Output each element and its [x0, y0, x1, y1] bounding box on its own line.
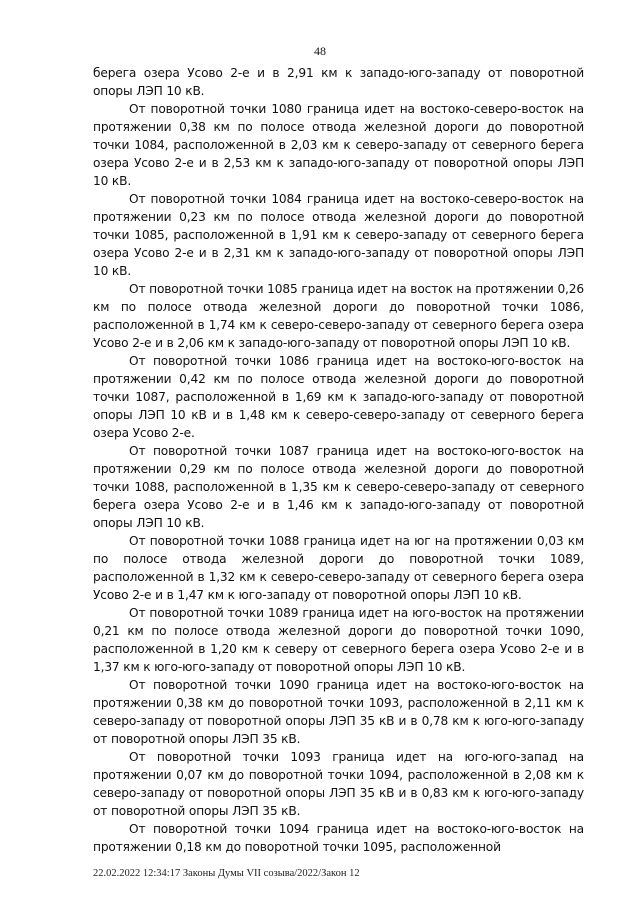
paragraph: От поворотной точки 1085 граница идет на восток на протяжении 0,26 км по полосе отвода железной дороги до поворотной точки 1086, расположенной в 1,74 км к северо-северо-западу от северного берега озера Усово 2-е и в 2,06 км к западо-юго-западу от поворотной опоры ЛЭП 10 кВ. [93, 282, 584, 350]
paragraph: От поворотной точки 1093 граница идет на юго-юго-запад на протяжении 0,07 км до поворотной точки 1094, расположенной в 2,08 км к северо-западу от поворотной опоры ЛЭП 35 кВ и в 0,83 км к юго-юго-западу от поворотной опоры ЛЭП 35 кВ. [93, 750, 584, 818]
paragraph: От поворотной точки 1089 граница идет на юго-восток на протяжении 0,21 км по полосе отвода железной дороги до поворотной точки 1090, расположенной в 1,20 км к северу от северного берега озера Усово 2-е и в 1,37 км к юго-юго-западу от поворотной опоры ЛЭП 10 кВ. [93, 606, 584, 674]
document-footer: 22.02.2022 12:34:17 Законы Думы VII созыва/2022/Закон 12 [93, 868, 360, 879]
paragraph: От поворотной точки 1088 граница идет на юг на протяжении 0,03 км по полосе отвода железной дороги до поворотной точки 1089, расположенной в 1,32 км к северо-северо-западу от северного берега озера Усово 2-е и в 1,47 км к юго-западу от поворотной опоры ЛЭП 10 кВ. [93, 534, 584, 602]
paragraph: берега озера Усово 2-е и в 2,91 км к западо-юго-западу от поворотной опоры ЛЭП 10 кВ. [93, 66, 584, 98]
paragraph: От поворотной точки 1080 граница идет на востоко-северо-восток на протяжении 0,38 км по полосе отвода железной дороги до поворотной точки 1084, расположенной в 2,03 км к северо-западу от северного берега озера Усово 2-е и в 2,53 км к западо-юго-западу от поворотной опоры ЛЭП 10 кВ. [93, 102, 584, 188]
paragraph: От поворотной точки 1086 граница идет на востоко-юго-восток на протяжении 0,42 км по полосе отвода железной дороги до поворотной точки 1087, расположенной в 1,69 км к западо-юго-западу от поворотной опоры ЛЭП 10 кВ и в 1,48 км к северо-северо-западу от северного берега озера Усово 2-е. [93, 354, 584, 440]
page-number: 48 [314, 44, 326, 58]
document-body [93, 64, 584, 856]
paragraph: От поворотной точки 1094 граница идет на востоко-юго-восток на протяжении 0,18 км до поворотной точки 1095, расположенной [93, 822, 584, 854]
paragraph: От поворотной точки 1087 граница идет на востоко-юго-восток на протяжении 0,29 км по полосе отвода железной дороги до поворотной точки 1088, расположенной в 1,35 км к северо-северо-западу от северного берега озера Усово 2-е и в 1,46 км к западо-юго-западу от поворотной опоры ЛЭП 10 кВ. [93, 444, 584, 530]
paragraph: От поворотной точки 1084 граница идет на востоко-северо-восток на протяжении 0,23 км по полосе отвода железной дороги до поворотной точки 1085, расположенной в 1,91 км к северо-западу от северного берега озера Усово 2-е и в 2,31 км к западо-юго-западу от поворотной опоры ЛЭП 10 кВ. [93, 192, 584, 278]
paragraph: От поворотной точки 1090 граница идет на востоко-юго-восток на протяжении 0,38 км до поворотной точки 1093, расположенной в 2,11 км к северо-западу от поворотной опоры ЛЭП 35 кВ и в 0,78 км к юго-юго-западу от поворотной опоры ЛЭП 35 кВ. [93, 678, 584, 746]
